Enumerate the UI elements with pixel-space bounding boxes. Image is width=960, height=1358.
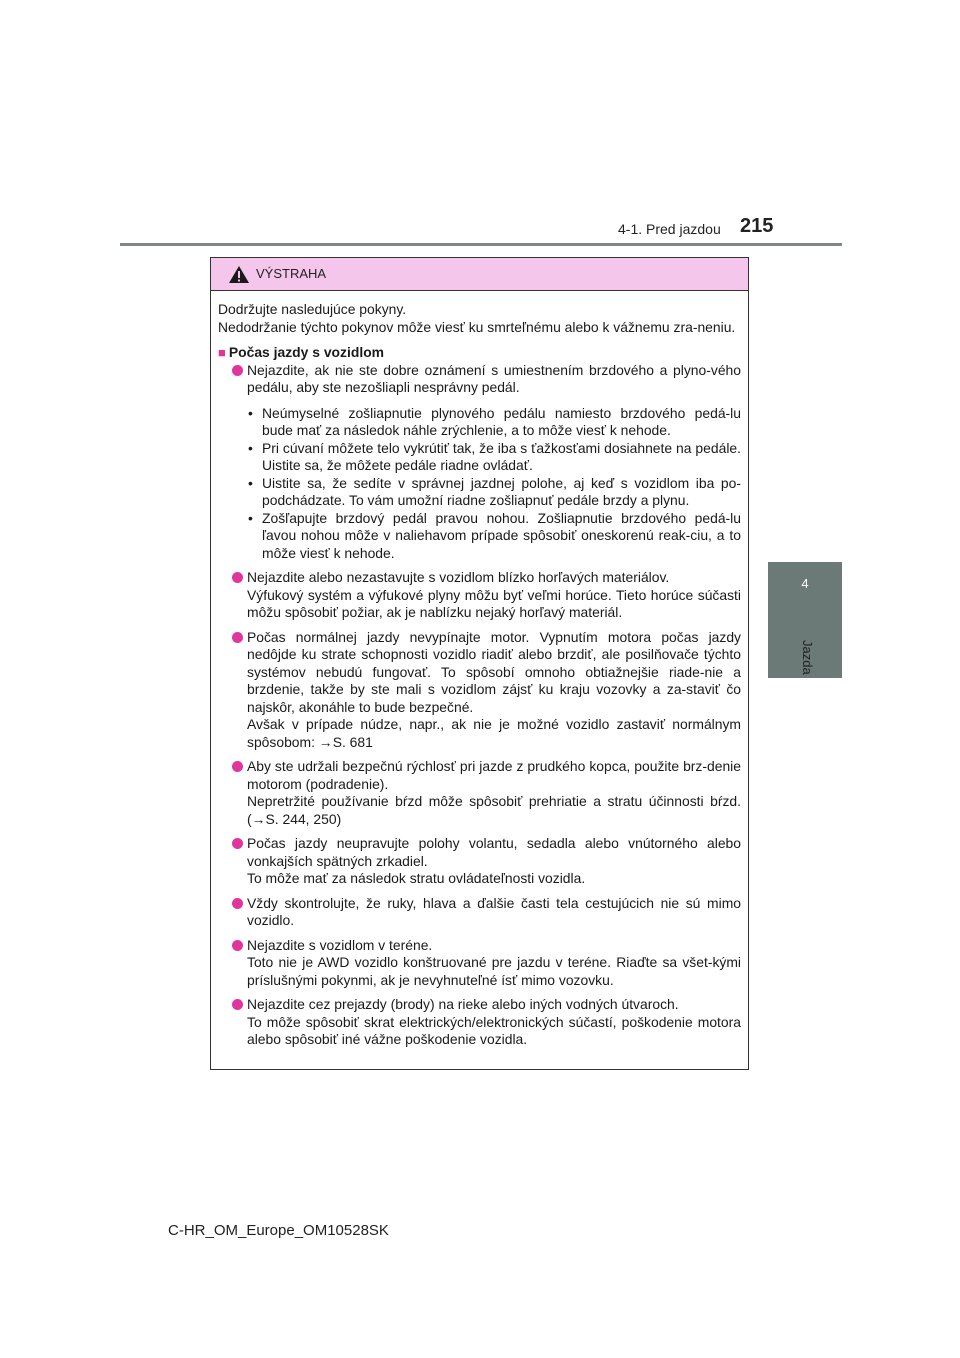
bullet-dot-icon <box>232 572 243 583</box>
item-text: To môže mať za následok stratu ovládateľnosti vozidla. <box>247 870 586 886</box>
intro-line: Dodržujte nasledujúce pokyny. <box>218 301 407 317</box>
warning-title: VÝSTRAHA <box>256 266 327 281</box>
list-item <box>218 362 741 563</box>
sub-list <box>247 405 741 563</box>
sub-item-text: Uistite sa, že sedíte v správnej jazdnej polohe, aj keď s vozidlom iba po-podchádzate. To vám umožní riadne zošliapnuť pedále brzdy a plynu. <box>262 474 741 508</box>
sub-list-item: • Zošľapujte brzdový pedál pravou nohou. Zošliapnutie brzdového pedá-lu ľavou nohou môže v naliehavom prípade spôsobiť oneskorenú reak-ciu, a to môže viesť k nehode. <box>248 509 741 561</box>
header-rule <box>120 243 842 246</box>
list-item <box>218 996 741 1049</box>
section-heading <box>218 344 741 362</box>
item-text: Nejazdite, ak nie ste dobre oznámení s umiestnením brzdového a plyno-vého pedálu, aby ste nezošliapli nesprávny pedál. <box>247 361 741 395</box>
warning-triangle-icon <box>228 265 250 284</box>
bullet-dot-icon <box>232 940 243 951</box>
list-item <box>218 758 741 828</box>
sub-list-item: • Neúmyselné zošliapnutie plynového pedálu namiesto brzdového pedá-lu bude mať za následok náhle zrýchlenie, a to môže viesť k nehode. <box>248 404 741 438</box>
list-item <box>218 937 741 990</box>
page-number: 215 <box>740 215 774 237</box>
item-text: Nepretržité používanie bŕzd môže spôsobiť prehriatie a stratu účinnosti bŕzd. (→S. 244, 250) <box>247 793 741 827</box>
item-text: To môže spôsobiť skrat elektrických/elektronických súčastí, poškodenie motora alebo spôsobiť iné vážne poškodenie vozidla. <box>247 1013 741 1047</box>
list-item <box>218 569 741 622</box>
item-text: Aby ste udržali bezpečnú rýchlosť pri jazde z prudkého kopca, použite brz-denie motorom (podradenie). <box>247 758 741 792</box>
warning-header <box>211 258 748 291</box>
item-text: Nejazdite alebo nezastavujte s vozidlom blízko horľavých materiálov. <box>247 569 670 585</box>
warning-box <box>210 257 749 1070</box>
item-text: Počas normálnej jazdy nevypínajte motor. Vypnutím motora počas jazdy nedôjde ku strate schopnosti vozidlo riadiť alebo brzdiť, ale posilňovače týchto systémov nebudú fungovať. To spôsobí omnoho obtiažnejšie riade-nie a brzdenie, takže by ste mali s vozidlom zájsť ku kraju vozovky a za-staviť čo najskôr, akonáhle to bude bezpečné. <box>247 628 741 715</box>
document-code: C-HR_OM_Europe_OM10528SK <box>168 1222 389 1239</box>
item-text: Nejazdite cez prejazdy (brody) na rieke alebo iných vodných útvaroch. <box>247 996 679 1012</box>
bullet-dot-icon <box>232 365 243 376</box>
item-text: Avšak v prípade núdze, napr., ak nie je možné vozidlo zastaviť normálnym spôsobom: →S. 681 <box>247 716 741 750</box>
bullet-dot-icon <box>232 761 243 772</box>
section-heading-text: Počas jazdy s vozidlom <box>228 344 385 360</box>
intro-line: Nedodržanie týchto pokynov môže viesť ku smrteľnému alebo k vážnemu zra-neniu. <box>218 318 736 335</box>
section-title: 4-1. Pred jazdou <box>618 221 721 237</box>
square-bullet-icon: ■ <box>218 345 226 360</box>
bullet-dot-icon <box>232 838 243 849</box>
item-text: Výfukový systém a výfukové plyny môžu byť veľmi horúce. Tieto horúce súčasti môžu spôsobiť požiar, ak je nablízku nejaký horľavý materiál. <box>247 586 741 620</box>
sub-item-text: Zošľapujte brzdový pedál pravou nohou. Zošliapnutie brzdového pedá-lu ľavou nohou môže v naliehavom prípade spôsobiť oneskorenú reak-ciu, a to môže viesť k nehode. <box>262 509 741 561</box>
list-item <box>218 835 741 888</box>
sub-item-text: Pri cúvaní môžete telo vykrútiť tak, že iba s ťažkosťami dosiahnete na pedále. Uistite sa, že môžete pedále riadne ovládať. <box>262 439 741 473</box>
bullet-dot-icon <box>232 898 243 909</box>
sub-list-item: • Uistite sa, že sedíte v správnej jazdnej polohe, aj keď s vozidlom iba po-podchádzate. To vám umožní riadne zošliapnuť pedále brzdy a plynu. <box>248 474 741 508</box>
bullet-dot-icon <box>232 632 243 643</box>
chapter-label: Jazda <box>800 640 815 675</box>
sub-list-item: • Pri cúvaní môžete telo vykrútiť tak, že iba s ťažkosťami dosiahnete na pedále. Uistite sa, že môžete pedále riadne ovládať. <box>248 439 741 473</box>
chapter-number: 4 <box>801 576 809 591</box>
warning-body <box>211 291 748 1049</box>
item-text: Počas jazdy neupravujte polohy volantu, sedadla alebo vnútorného alebo vonkajších spätných zrkadiel. <box>247 835 741 869</box>
item-text: Toto nie je AWD vozidlo konštruované pre jazdu v teréne. Riaďte sa všet-kými príslušnými pokynmi, ak je nevyhnuteľné ísť mimo vozovku. <box>247 954 741 988</box>
bullet-dot-icon <box>232 999 243 1010</box>
list-item <box>218 629 741 752</box>
item-text: Vždy skontrolujte, že ruky, hlava a ďalšie časti tela cestujúcich nie sú mimo vozidlo. <box>247 894 741 928</box>
sub-item-text: Neúmyselné zošliapnutie plynového pedálu namiesto brzdového pedá-lu bude mať za následok náhle zrýchlenie, a to môže viesť k nehode. <box>262 404 741 438</box>
item-text: Nejazdite s vozidlom v teréne. <box>247 936 433 953</box>
list-item <box>218 895 741 930</box>
warning-intro <box>218 301 741 336</box>
